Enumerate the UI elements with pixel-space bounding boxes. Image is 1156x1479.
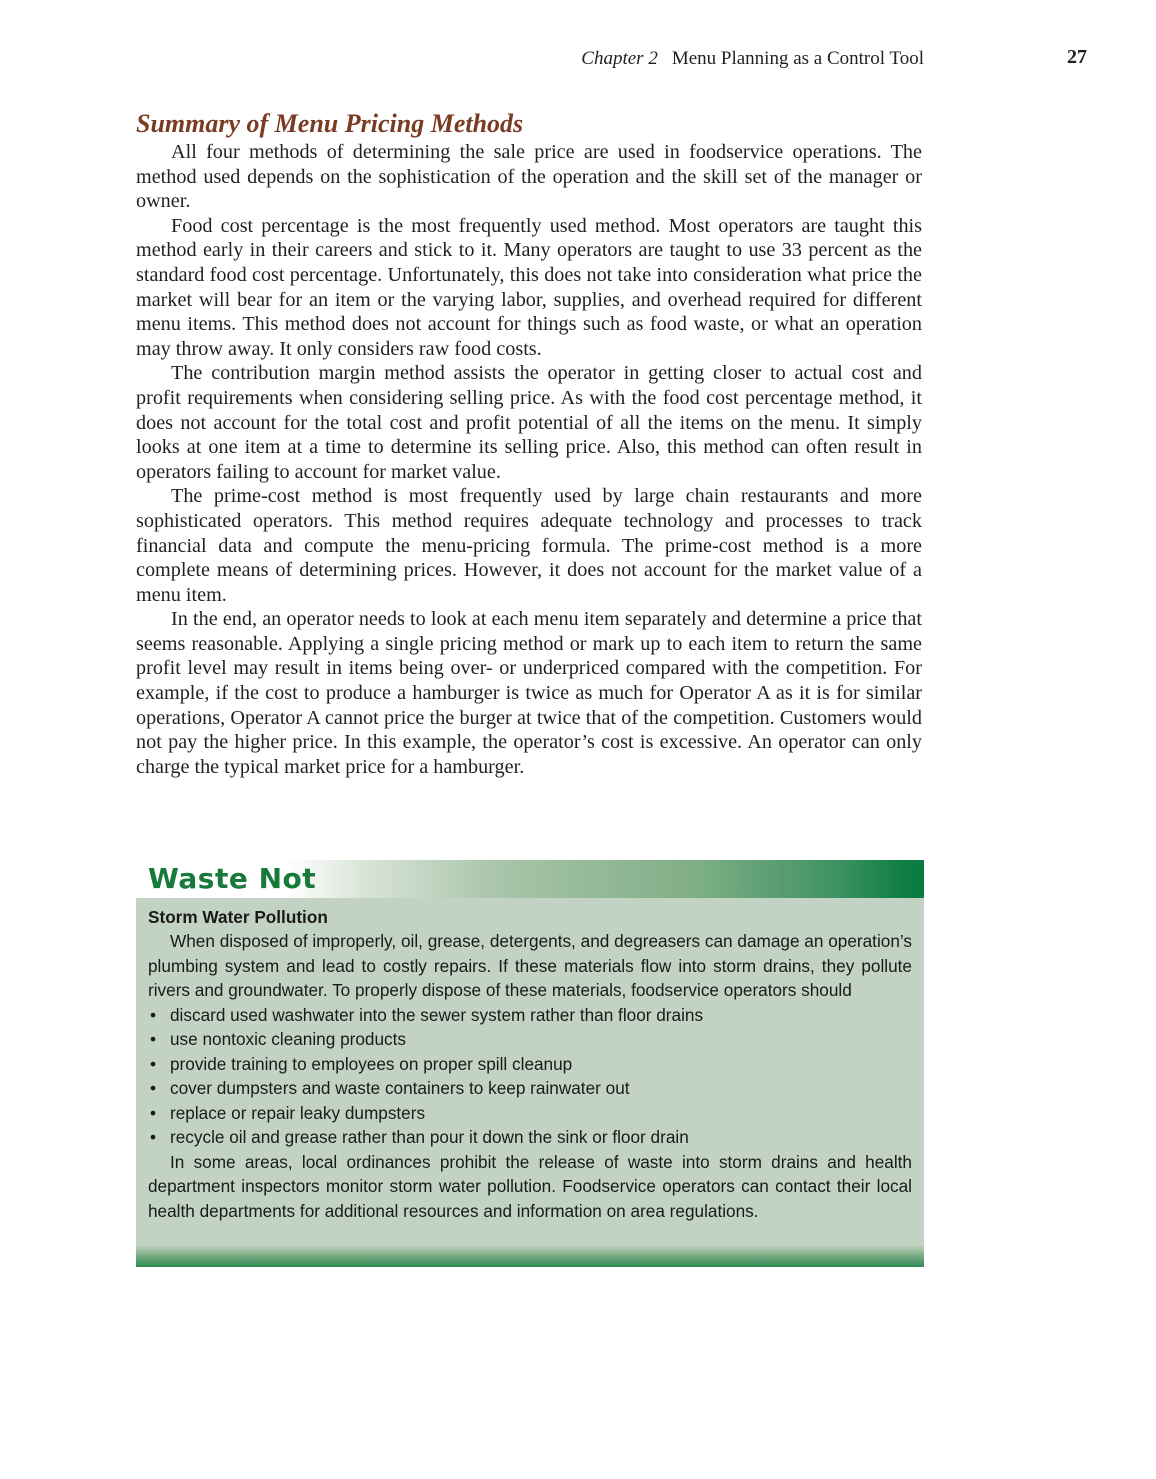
chapter-label: Chapter 2 — [581, 48, 658, 69]
main-text — [136, 108, 922, 779]
waste-not-bottom-band — [136, 1245, 924, 1267]
waste-not-header — [136, 860, 924, 898]
list-item: • cover dumpsters and waste containers to keep rainwater out — [148, 1076, 912, 1101]
paragraph-2: Food cost percentage is the most frequently used method. Most operators are taught this method early in their careers and stick to it. Many operators are taught to use 33 percent as the standard food cost percentage. Unfortunately, this does not take into consideration what price the market will bear for an item or the varying labor, supplies, and overhead required for different menu items. This method does not account for things such as food waste, or what an operation may throw away. It only considers raw food costs. — [136, 214, 922, 360]
waste-not-intro: When disposed of improperly, oil, grease, detergents, and degreasers can damage an operation’s plumbing system and lead to costly repairs. If these materials flow into storm drains, they pollute rivers and groundwater. To properly dispose of these materials, foodservice operators should — [148, 931, 912, 1000]
list-item: • discard used washwater into the sewer system rather than floor drains — [148, 1003, 912, 1028]
paragraph-5: In the end, an operator needs to look at each menu item separately and determine a price that seems reasonable. Applying a single pricing method or mark up to each item to return the same profit level may result in items being over- or underpriced compared with the competition. For example, if the cost to produce a hamburger is twice as much for Operator A as it is for similar operations, Operator A cannot price the burger at twice that of the competition. Customers would not pay the higher price. In this example, the operator’s cost is excessive. An operator can only charge the typical market price for a hamburger. — [136, 608, 922, 778]
running-head — [0, 46, 1156, 74]
waste-not-subtitle: Storm Water Pollution — [148, 907, 328, 927]
section-title: Summary of Menu Pricing Methods — [136, 109, 524, 138]
chapter-title: Menu Planning as a Control Tool — [671, 48, 924, 69]
chapter-heading — [581, 48, 924, 70]
waste-not-bullet-list — [148, 1003, 912, 1150]
waste-not-title: Waste Not — [148, 862, 317, 895]
list-item: • replace or repair leaky dumpsters — [148, 1101, 912, 1126]
waste-not-closing: In some areas, local ordinances prohibit the release of waste into storm drains and health department inspectors monitor storm water pollution. Foodservice operators can contact their local health departments for additional resources and information on area regulations. — [148, 1151, 912, 1221]
list-item: • provide training to employees on proper spill cleanup — [148, 1052, 912, 1077]
paragraph-3: The contribution margin method assists the operator in getting closer to actual cost and profit requirements when considering selling price. As with the food cost percentage method, it does not account for the total cost and profit potential of all the items on the menu. It simply looks at one item at a time to determine its selling price. Also, this method can often result in operators failing to account for market value. — [136, 362, 922, 483]
list-item: • use nontoxic cleaning products — [148, 1027, 912, 1052]
paragraph-4: The prime-cost method is most frequently used by large chain restaurants and more sophisticated operators. This method requires adequate technology and processes to track financial data and compute the menu-pricing formula. The prime-cost method is a more complete means of determining prices. However, it does not account for the market value of a menu item. — [136, 485, 922, 606]
waste-not-content — [148, 905, 912, 1223]
page-number: 27 — [1067, 46, 1087, 68]
list-item: • recycle oil and grease rather than pour it down the sink or floor drain — [148, 1125, 912, 1150]
waste-not-sidebar — [136, 860, 924, 1267]
paragraph-1: All four methods of determining the sale price are used in foodservice operations. The method used depends on the sophistication of the operation and the skill set of the manager or owner. — [136, 141, 922, 213]
